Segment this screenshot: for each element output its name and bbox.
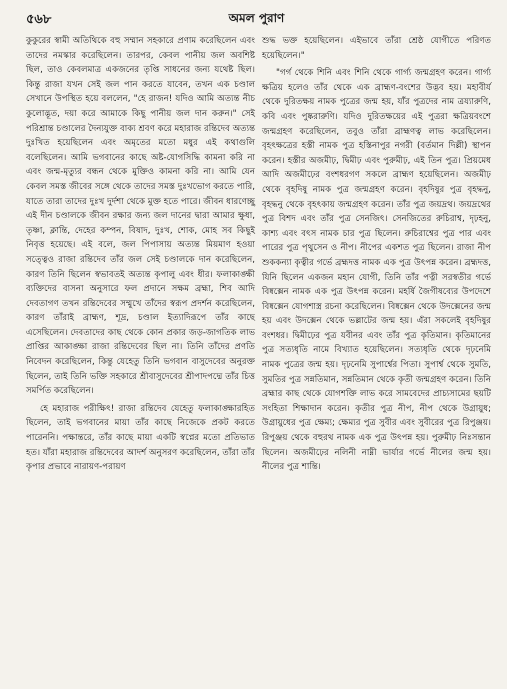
running-title: অমল পুরাণ <box>228 11 285 25</box>
paragraph: শুদ্ধ ভক্ত হয়েছিলেন। এইভাবে তাঁরা শ্রেষ্ঠ যোগীতে পরিণত হয়েছিলেন।" <box>262 36 491 61</box>
paragraph: হে মহারাজ পরীক্ষিৎ! রাজা রন্তিদেব যেহেতু ফলাকাঙ্ক্ষারহিত ছিলেন, তাই ভগবানের মায়া তাঁর কাছে নিজেকে প্রকট করতে পারেননি। পক্ষান্তরে, তাঁর কাছে মায়া একটি স্বপ্নের মতো প্রতিভাত হত। যাঁরা মহারাজ রন্তিদেবের আদর্শ অনুসরণ করেছিলেন, তাঁরা তাঁর কৃপার প্রভাবে নারায়ণ-পরায়ণ <box>26 403 255 473</box>
paragraph: কুকুরের স্বামী অতিথিকে বহু সম্মান সহকারে প্রণাম করেছিলেন এবং তাদের নমস্কার করেছিলেন। তারপর, কেবল পানীয় জল অবশিষ্ট ছিল, তাও কেবলমাত্র একজনের তৃপ্তি সাধনের জন্য যথেষ্ট ছিল। কিন্তু রাজা যখন সেই জল পান করতে যাবেন, তখন এক চণ্ডাল সেখানে উপস্থিত হয়ে বললেন, "হে রাজন! যদিও আমি অত্যন্ত নীচ কুলোদ্ভূত, দয়া করে আমাকে কিছু পানীয় জল দান করুন।" সেই পরিশ্রান্ত চণ্ডালের দৈন্যযুক্ত বাক্য শ্রবণ করে মহারাজ রন্তিদেব অত্যন্ত দুঃখিত হয়েছিলেন এবং অমৃতের মতো মধুর এই কথাগুলি বলেছিলেন। আমি ভগবানের কাছে অষ্ট-যোগসিদ্ধি কামনা করি না এবং জন্ম-মৃত্যুর বন্ধন থেকে মুক্তিও কামনা করি না। আমি যেন কেবল সমস্ত জীবের সঙ্গে থেকে তাদের সমস্ত দুঃখভোগ করতে পারি, যাতে তারা তাদের দুঃখ দুর্দশা থেকে মুক্ত হতে পারে। জীবন ধারণেচ্ছু এই দীন চণ্ডালকে জীবন রক্ষার জন্য জল দানের দ্বারা আমার ক্ষুধা, তৃষ্ণা, ক্লান্তি, দেহের কম্পন, বিষাদ, দুঃখ, শোক, মোহ সব কিছুই নিবৃত্ত হয়েছে। এই বলে, জল পিপাসায় অত্যন্ত মিয়মাণ হওয়া সত্ত্বেও রাজা রন্তিদেব তাঁর জল সেই চণ্ডালকে দান করেছিলেন, কারণ তিনি ছিলেন স্বভাবতই অত্যন্ত কৃপালু এবং ধীর। ফলাকাঙ্ক্ষী ব্যক্তিদের বাসনা অনুসারে ফল প্রদানে সক্ষম ব্রহ্মা, শিব আদি দেবতাগণ তখন রন্তিদেবের সম্মুখে তাঁদের স্বরূপ প্রদর্শন করেছিলেন, কারণ তাঁরাই ব্রাহ্মণ, শূদ্র, চণ্ডাল ইত্যাদিরূপে তাঁর কাছে এসেছিলেন। দেবতাদের কাছ থেকে কোন প্রকার জড়-জাগতিক লাভ প্রাপ্তির আকাঙ্ক্ষা রাজা রন্তিদেবের ছিল না। তিনি তাঁদের প্রণতি নিবেদন করেছিলেন, কিন্তু যেহেতু তিনি ভগবান বাসুদেবের অনুরক্ত ছিলেন, তাই তিনি ভক্তি সহকারে শ্রীবাসুদেবের শ্রীপাদপদ্মে তাঁর চিত্ত সমর্পিত করেছিলেন। <box>26 36 255 397</box>
page-header <box>26 10 487 30</box>
paragraph: "গর্গ থেকে শিনি এবং শিনি থেকে গার্গ্য জন্মগ্রহণ করেন। গার্গ্য ক্ষত্রিয় হলেও তাঁর থেকে এক ব্রাহ্মণ-বংশের উদ্ভব হয়। মহাবীর্য থেকে দুরিতক্ষয় নামক পুত্রের জন্ম হয়, যাঁর পুত্রদের নাম ত্রয্যারুণি, কবি এবং পুষ্করারুণি। যদিও দুরিতক্ষয়ের এই পুত্ররা ক্ষত্রিয়বংশে জন্মগ্রহণ করেছিলেন, তবুও তাঁরা ব্রাহ্মণত্ব লাভ করেছিলেন। বৃহৎক্ষত্রের হস্তী নামক পুত্র হস্তিনাপুর নগরী (বর্তমান দিল্লী) স্থাপন করেন। হস্তীর অজমীঢ়, দ্বিমীঢ় এবং পুরুমীঢ়, এই তিন পুত্র। প্রিয়মেধ আদি অজমীঢ়ের বংশধরগণ সকলে ব্রাহ্মণ হয়েছিলেন। অজমীঢ় থেকে বৃহদিষু নামক পুত্র জন্মগ্রহণ করেন। বৃহদিষুর পুত্র বৃহদ্ধনু, বৃহদ্ধনু থেকে বৃহৎকায় জন্মগ্রহণ করেন। তাঁর পুত্র জয়দ্রথ। জয়দ্রথের পুত্র বিশদ এবং তাঁর পুত্র সেনজিৎ। সেনজিতের রুচিরাশ্ব, দৃঢ়হনু, কাশ্য এবং বৎস নামক চার পুত্র ছিলেন। রুচিরাশ্বের পুত্র পার এবং পারের পুত্র পৃথুসেন ও নীপ। নীপের একশত পুত্র ছিলেন। রাজা নীপ শুককন্যা কৃত্বীর গর্ভে ব্রহ্মদত্ত নামক এক পুত্র উৎপন্ন করেন। ব্রহ্মদত্ত, যিনি ছিলেন একজন মহান যোগী, তিনি তাঁর পত্নী সরস্বতীর গর্ভে বিষ্বক্সেন নামক এক পুত্র উৎপন্ন করেন। মহর্ষি জৈগীষব্যের উপদেশে বিষ্বক্সেন যোগশাস্ত্র রচনা করেছিলেন। বিষ্বক্সেন থেকে উদক্সেনের জন্ম হয় এবং উদক্সেন থেকে ভল্লাটের জন্ম হয়। এঁরা সকলেই বৃহদিষুর বংশধর। দ্বিমীঢ়ের পুত্র যবীনর এবং তাঁর পুত্র কৃতিমান। কৃতিমানের পুত্র সত্যধৃতি নামে বিখ্যাত হয়েছিলেন। সত্যধৃতি থেকে দৃঢ়নেমি নামক পুত্রের জন্ম হয়। দৃঢ়নেমি সুপার্শ্বের পিতা। সুপার্শ্ব থেকে সুমতি, সুমতির পুত্র সন্নতিমান, সন্নতিমান থেকে কৃতী জন্মগ্রহণ করেন। তিনি ব্রহ্মার কাছ থেকে যোগশক্তি লাভ করে সামবেদের প্রাচ্যসামের ছয়টি সংহিতা শিক্ষাদান করেন। কৃতীর পুত্র নীপ, নীপ থেকে উগ্রায়ুধ; উগ্রায়ুধের পুত্র ক্ষেম্য; ক্ষেম্যর পুত্র সুবীর এবং সুবীরের পুত্র রিপুঞ্জয়। রিপুঞ্জয় থেকে বহুরথ নামক এক পুত্র উৎপন্ন হয়। পুরুমীঢ় নিঃসন্তান ছিলেন। অজমীঢ়ের নলিনী নাম্নী ভার্যার গর্ভে নীলের জন্ম হয়। নীলের পুত্র শান্তি। <box>262 68 491 473</box>
right-column <box>262 34 491 475</box>
page-number: ৫৬৮ <box>26 12 52 27</box>
left-column <box>26 34 255 475</box>
